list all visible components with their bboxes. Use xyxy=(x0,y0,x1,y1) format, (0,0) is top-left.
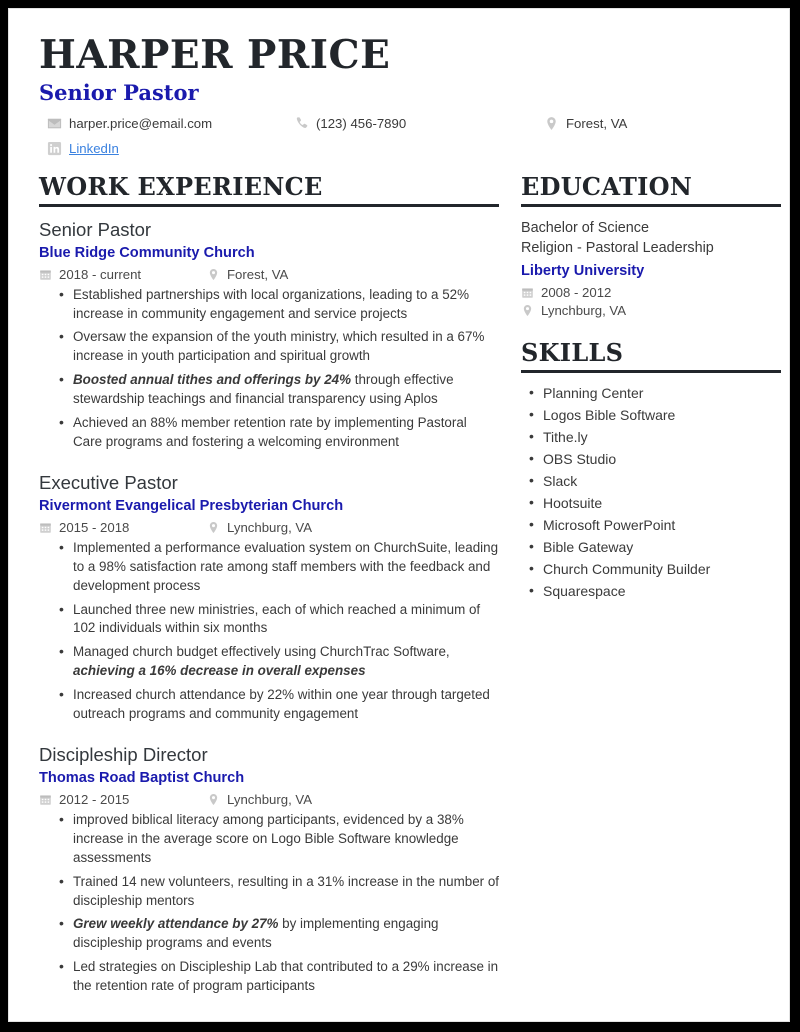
candidate-headline: Senior Pastor xyxy=(39,79,199,105)
skills-list xyxy=(521,382,781,602)
skill-item: • Planning Center xyxy=(543,382,781,404)
location-pin-icon xyxy=(207,793,220,806)
contact-location xyxy=(544,116,627,132)
location-pin-icon xyxy=(544,116,559,131)
skill-item: • Squarespace xyxy=(543,580,781,602)
bullet-text: by implementing engaging discipleship programs and events xyxy=(73,916,439,951)
work-entry-location xyxy=(207,267,288,282)
list-item xyxy=(73,958,499,996)
work-entry-meta xyxy=(39,267,499,282)
work-entry-title: Executive Pastor xyxy=(39,471,178,493)
education-dates xyxy=(521,285,781,300)
education-title: EDUCATION xyxy=(521,171,693,201)
skill-item: • Tithe.ly xyxy=(543,426,781,448)
work-entry-dates-text: 2015 - 2018 xyxy=(59,519,130,535)
work-entry xyxy=(39,218,499,452)
contact-phone[interactable] xyxy=(294,116,406,132)
bullet-emphasis: Boosted annual tithes and offerings by 24% xyxy=(73,372,352,388)
list-item xyxy=(73,873,499,911)
bullet-text: Trained 14 new volunteers, resulting in a 31% increase in the number of discipleship mentors xyxy=(73,873,500,908)
bullet-text: Managed church budget effectively using ChurchTrac Software, xyxy=(73,644,450,660)
skill-item: • Bible Gateway xyxy=(543,536,781,558)
work-entry-dates-text: 2012 - 2015 xyxy=(59,791,130,807)
calendar-icon xyxy=(39,268,52,281)
work-entry xyxy=(39,471,499,724)
bullet-text: Established partnerships with local organizations, leading to a 52% increase in community engagement and service projects xyxy=(73,286,470,321)
education-dates-text: 2008 - 2012 xyxy=(541,285,612,301)
bullet-text: Oversaw the expansion of the youth ministry, which resulted in a 67% increase in youth participation and spiritual growth xyxy=(73,329,485,364)
work-entry-title: Senior Pastor xyxy=(39,218,152,240)
candidate-name: HARPER PRICE xyxy=(39,32,391,78)
bullet-emphasis: Grew weekly attendance by 27% xyxy=(73,916,279,932)
skills-title: SKILLS xyxy=(521,338,624,368)
work-entry-location xyxy=(207,792,312,807)
contact-info xyxy=(39,116,759,166)
work-entry-location-text: Lynchburg, VA xyxy=(227,519,313,535)
contact-phone-text: (123) 456-7890 xyxy=(316,115,407,131)
work-entry-meta xyxy=(39,520,499,535)
skill-item: • OBS Studio xyxy=(543,448,781,470)
left-column xyxy=(39,171,500,996)
education-degree: Bachelor of Science xyxy=(521,219,649,236)
section-divider xyxy=(39,204,499,207)
bullet-text: Achieved an 88% member retention rate by implementing Pastoral Care programs and fostering a welcoming environment xyxy=(73,415,467,449)
work-entry-title: Discipleship Director xyxy=(39,743,208,765)
contact-linkedin-text[interactable]: LinkedIn xyxy=(69,140,119,156)
skill-item: • Hootsuite xyxy=(543,492,781,514)
work-entry-dates xyxy=(39,792,207,807)
location-pin-icon xyxy=(207,521,220,534)
work-entry-location-text: Lynchburg, VA xyxy=(227,791,313,807)
calendar-icon xyxy=(39,521,52,534)
work-entry-bullets xyxy=(39,286,499,452)
skill-item: • Microsoft PowerPoint xyxy=(543,514,781,536)
work-entry xyxy=(39,743,499,996)
resume-page xyxy=(8,8,790,1022)
list-item xyxy=(73,328,499,366)
work-entry-location xyxy=(207,520,312,535)
bullet-text: improved biblical literacy among participants, evidenced by a 38% increase in the average score on Logo Bible Software knowledge assessments xyxy=(73,811,464,865)
work-entry-location-text: Forest, VA xyxy=(227,266,289,282)
location-pin-icon xyxy=(207,268,220,281)
contact-location-text: Forest, VA xyxy=(566,115,628,131)
work-entry-bullets xyxy=(39,811,499,996)
envelope-icon xyxy=(47,116,62,131)
list-item xyxy=(73,286,499,324)
list-item xyxy=(73,643,499,681)
list-item xyxy=(73,811,499,868)
resume-header xyxy=(39,32,759,166)
list-item xyxy=(73,414,499,452)
contact-email[interactable] xyxy=(47,116,212,132)
list-item xyxy=(73,915,499,953)
section-divider xyxy=(521,370,781,373)
work-experience-section xyxy=(39,171,500,996)
bullet-text: Increased church attendance by 22% within one year through targeted outreach programs and community engagement xyxy=(73,687,490,721)
work-entry-organization: Blue Ridge Community Church xyxy=(39,244,255,261)
skill-item: • Church Community Builder xyxy=(543,558,781,580)
calendar-icon xyxy=(39,793,52,806)
bullet-text: Implemented a performance evaluation system on ChurchSuite, leading to a 98% satisfaction rate among staff members with the feedback and development process xyxy=(73,539,499,593)
list-item xyxy=(73,601,499,639)
work-entry-meta xyxy=(39,792,499,807)
location-pin-icon xyxy=(521,304,534,317)
right-column xyxy=(521,171,781,603)
education-entry-meta xyxy=(521,285,781,318)
education-entry xyxy=(521,218,781,319)
work-entry-bullets xyxy=(39,539,499,724)
contact-linkedin[interactable] xyxy=(47,141,119,157)
education-school: Liberty University xyxy=(521,263,645,280)
section-divider xyxy=(521,204,781,207)
work-entry-organization: Rivermont Evangelical Presbyterian Church xyxy=(39,497,344,514)
calendar-icon xyxy=(521,286,534,299)
skills-section xyxy=(521,340,781,602)
education-location xyxy=(521,303,781,318)
education-section xyxy=(521,171,781,319)
work-entry-organization: Thomas Road Baptist Church xyxy=(39,770,245,787)
phone-icon xyxy=(294,116,309,131)
skill-item: • Logos Bible Software xyxy=(543,404,781,426)
contact-email-text: harper.price@email.com xyxy=(69,115,213,131)
bullet-text: Led strategies on Discipleship Lab that contributed to a 29% increase in the retention rate of program participants xyxy=(73,959,499,994)
work-entry-dates xyxy=(39,520,207,535)
work-entry-dates xyxy=(39,267,207,282)
bullet-text: Launched three new ministries, each of which reached a minimum of 102 individuals within six months xyxy=(73,601,481,636)
work-experience-title: WORK EXPERIENCE xyxy=(39,171,323,201)
education-location-text: Lynchburg, VA xyxy=(541,303,627,319)
bullet-emphasis: achieving a 16% decrease in overall expenses xyxy=(73,663,366,679)
work-entry-dates-text: 2018 - current xyxy=(59,266,142,282)
skill-item: • Slack xyxy=(543,470,781,492)
education-field: Religion - Pastoral Leadership xyxy=(521,240,714,257)
bullet-text: through effective stewardship teachings and financial transparency using Aplos xyxy=(73,372,454,407)
list-item xyxy=(73,371,499,409)
list-item xyxy=(73,686,499,724)
list-item xyxy=(73,539,499,596)
linkedin-icon xyxy=(47,141,62,156)
